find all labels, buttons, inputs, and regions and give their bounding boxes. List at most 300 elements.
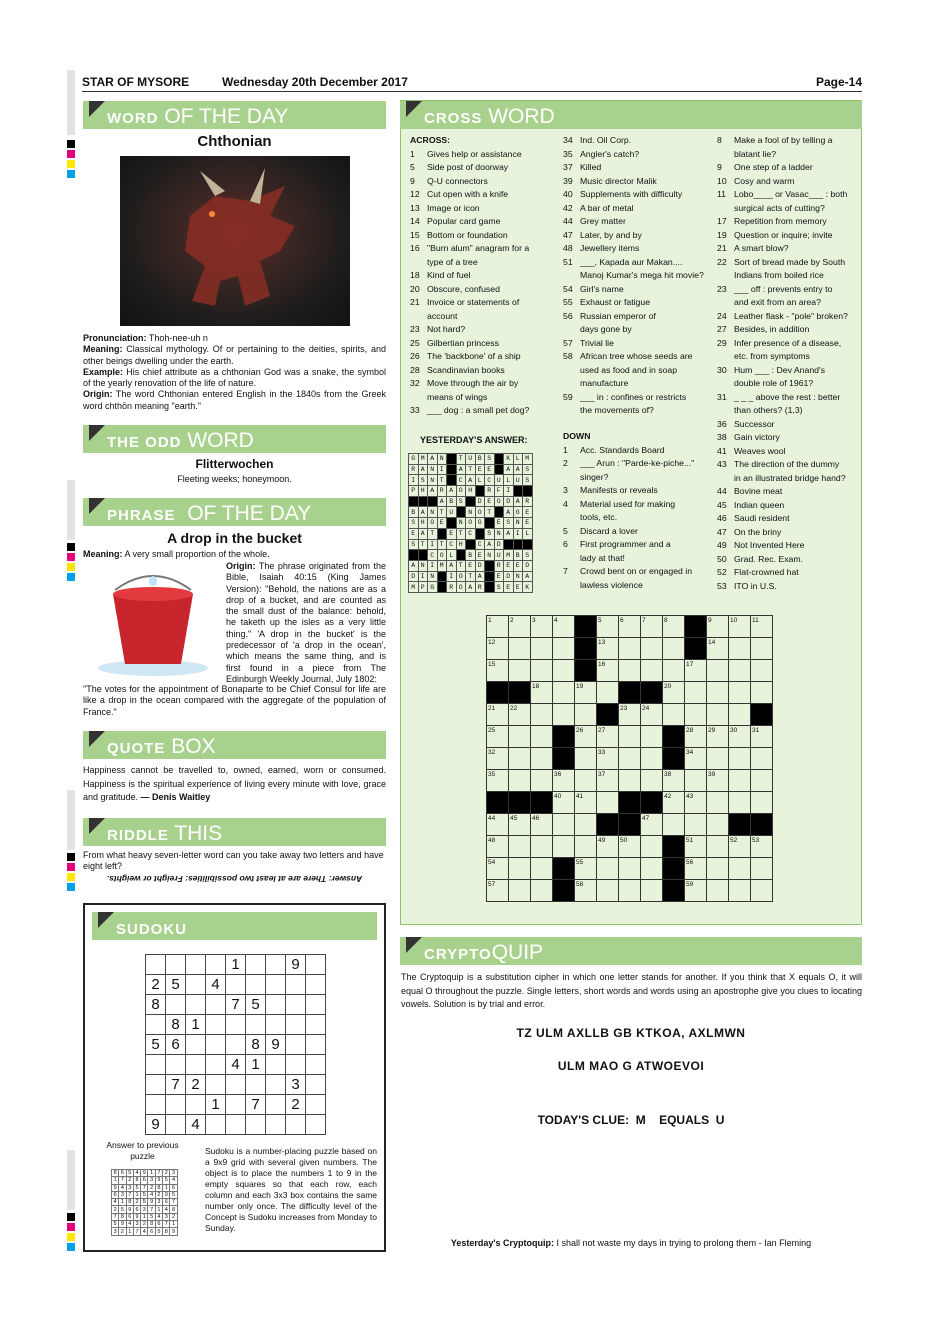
yesterday-cell xyxy=(475,486,485,497)
phrase-meaning: Meaning: A very small proportion of the whole. xyxy=(83,549,270,559)
crossword-cell[interactable]: 35 xyxy=(487,770,509,792)
crossword-cell xyxy=(509,792,531,814)
yesterday-cell: A xyxy=(504,507,514,518)
crossword-cell[interactable]: 5 xyxy=(597,616,619,638)
yesterday-cell: B xyxy=(466,550,476,561)
clue: 24 Leather flask - "pole" broken? xyxy=(717,310,848,321)
sudoku-cell xyxy=(146,1095,166,1115)
crossword-cell[interactable] xyxy=(729,660,751,682)
crossword-cell[interactable]: 25 xyxy=(487,726,509,748)
crossword-cell[interactable] xyxy=(641,858,663,880)
crossword-cell[interactable]: 19 xyxy=(575,682,597,704)
sudoku-cell xyxy=(266,1095,286,1115)
crossword-cell[interactable] xyxy=(619,748,641,770)
yesterday-cell: A xyxy=(418,528,428,539)
yesterday-cell xyxy=(466,496,476,507)
crossword-cell[interactable] xyxy=(707,660,729,682)
yesterday-cell: A xyxy=(504,464,514,475)
prev-sudoku-cell: 4 xyxy=(126,1221,133,1228)
crossword-cell[interactable] xyxy=(729,792,751,814)
crossword-cell[interactable] xyxy=(641,726,663,748)
crossword-cell[interactable] xyxy=(509,880,531,902)
clue: 34 Ind. Oil Corp. xyxy=(563,135,632,145)
crossword-cell xyxy=(641,792,663,814)
yesterday-cell xyxy=(418,550,428,561)
crossword-cell[interactable] xyxy=(619,858,641,880)
crossword-cell[interactable]: 10 xyxy=(729,616,751,638)
crossword-cell[interactable] xyxy=(707,836,729,858)
crossword-cell[interactable] xyxy=(575,770,597,792)
crossword-cell[interactable] xyxy=(707,682,729,704)
cryptoquip-yesterday: Yesterday's Cryptoquip: I shall not waste my days in trying to prolong them - Ian Fleming xyxy=(450,1238,812,1248)
crossword-cell[interactable]: 46 xyxy=(531,814,553,836)
yesterday-cell: E xyxy=(409,528,419,539)
prev-sudoku-cell: 2 xyxy=(112,1206,119,1213)
crossword-cell[interactable]: 7 xyxy=(641,616,663,638)
prev-sudoku-cell: 6 xyxy=(126,1213,133,1220)
yesterday-cell xyxy=(523,486,533,497)
crossword-cell[interactable]: 1 xyxy=(487,616,509,638)
sudoku-cell xyxy=(166,955,186,975)
prev-sudoku-cell: 5 xyxy=(155,1228,162,1235)
clue: 27 Besides, in addition xyxy=(717,324,810,334)
crossword-cell[interactable] xyxy=(641,836,663,858)
crossword-cell[interactable] xyxy=(575,836,597,858)
prev-sudoku-cell: 5 xyxy=(148,1213,155,1220)
yesterday-cell: U xyxy=(494,550,504,561)
crossword-cell[interactable] xyxy=(751,792,773,814)
crossword-cell[interactable] xyxy=(751,638,773,660)
prev-sudoku-cell: 9 xyxy=(148,1199,155,1206)
crossword-cell[interactable] xyxy=(707,792,729,814)
crossword-cell[interactable]: 9 xyxy=(707,616,729,638)
crossword-cell xyxy=(553,880,575,902)
crossword-cell[interactable] xyxy=(597,682,619,704)
sudoku-grid xyxy=(145,954,326,1135)
across-label: ACROSS: xyxy=(410,135,451,145)
riddle-text: From what heavy seven-letter word can you take away two letters and have eight left? xyxy=(83,850,384,872)
crossword-cell[interactable] xyxy=(729,704,751,726)
clue: 11 Lobo____ or Vasac___ : both xyxy=(717,189,848,199)
crossword-cell[interactable] xyxy=(575,814,597,836)
crossword-cell[interactable] xyxy=(553,704,575,726)
yesterday-cell: S xyxy=(456,496,466,507)
crossword-cell[interactable] xyxy=(509,770,531,792)
yesterday-cell: B xyxy=(513,550,523,561)
margin-strip xyxy=(67,70,75,135)
crossword-cell[interactable] xyxy=(531,660,553,682)
crossword-cell[interactable] xyxy=(531,726,553,748)
crossword-cell[interactable]: 34 xyxy=(685,748,707,770)
crossword-cell[interactable]: 17 xyxy=(685,660,707,682)
yesterday-cell: C xyxy=(466,528,476,539)
clue: 31 _ _ _ above the rest : better xyxy=(717,391,841,402)
crossword-cell[interactable] xyxy=(509,638,531,660)
clue: 21 A smart blow? xyxy=(717,243,789,253)
swatch-black xyxy=(67,140,75,148)
sudoku-cell xyxy=(306,1075,326,1095)
crossword-cell[interactable] xyxy=(531,704,553,726)
clue: lady at that! xyxy=(580,552,625,563)
prev-sudoku-cell: 6 xyxy=(148,1228,155,1235)
sudoku-cell xyxy=(146,1075,166,1095)
crossword-cell xyxy=(487,792,509,814)
yesterday-cell: L xyxy=(523,528,533,539)
sudoku-cell: 5 xyxy=(246,995,266,1015)
sudoku-cell xyxy=(306,1015,326,1035)
clue: lawless violence xyxy=(580,579,643,590)
crossword-cell[interactable] xyxy=(751,660,773,682)
yesterday-cell: D xyxy=(409,571,419,582)
clue: 30 Hum ___ : Dev Anand's xyxy=(717,364,825,375)
prev-sudoku-cell: 7 xyxy=(133,1228,140,1235)
yesterday-cell: A xyxy=(513,496,523,507)
crossword-cell[interactable] xyxy=(531,858,553,880)
crossword-cell[interactable] xyxy=(663,704,685,726)
crossword-cell[interactable]: 53 xyxy=(751,836,773,858)
sudoku-cell xyxy=(246,955,266,975)
clue: 44 Bovine meat xyxy=(717,486,783,496)
crossword-cell[interactable]: 42 xyxy=(663,792,685,814)
yesterday-cell: G xyxy=(428,582,438,593)
cryptoquip-line2: ULM MAO G ATWOEVOI xyxy=(557,1059,705,1073)
yesterday-cell: P xyxy=(418,582,428,593)
crossword-cell[interactable] xyxy=(597,880,619,902)
yesterday-cell: O xyxy=(456,571,466,582)
crossword-cell[interactable]: 15 xyxy=(487,660,509,682)
yesterday-cell: E xyxy=(494,571,504,582)
crossword-cell xyxy=(553,726,575,748)
clue: 14 Popular card game xyxy=(410,216,501,226)
prev-sudoku-cell: 7 xyxy=(112,1213,119,1220)
yesterday-cell: M xyxy=(504,550,514,561)
sudoku-cell xyxy=(206,955,226,975)
clue: 53 ITO in U.S. xyxy=(717,580,777,591)
crossword-cell[interactable]: 31 xyxy=(751,726,773,748)
sudoku-cell xyxy=(286,1035,306,1055)
crossword-cell[interactable]: 8 xyxy=(663,616,685,638)
crossword-cell xyxy=(751,704,773,726)
crossword-cell[interactable] xyxy=(531,880,553,902)
yesterday-cell: I xyxy=(428,539,438,550)
yesterday-cell: O xyxy=(437,550,447,561)
crossword-cell[interactable]: 57 xyxy=(487,880,509,902)
yesterday-cell: O xyxy=(475,507,485,518)
crossword-cell[interactable]: 22 xyxy=(509,704,531,726)
crossword-cell[interactable] xyxy=(619,880,641,902)
crossword-cell[interactable]: 50 xyxy=(619,836,641,858)
crossword-cell[interactable] xyxy=(619,726,641,748)
crossword-cell[interactable] xyxy=(707,748,729,770)
crossword-cell[interactable]: 28 xyxy=(685,726,707,748)
yesterday-cell: K xyxy=(523,582,533,593)
crossword-cell[interactable] xyxy=(729,770,751,792)
crossword-cell[interactable]: 16 xyxy=(597,660,619,682)
crossword-cell[interactable]: 11 xyxy=(751,616,773,638)
prev-sudoku-cell: 4 xyxy=(112,1199,119,1206)
crossword-cell[interactable] xyxy=(553,638,575,660)
sudoku-cell xyxy=(246,1115,266,1135)
crossword-cell[interactable] xyxy=(509,748,531,770)
crossword-cell[interactable] xyxy=(685,814,707,836)
crossword-cell[interactable]: 59 xyxy=(685,880,707,902)
crossword-cell[interactable]: 45 xyxy=(509,814,531,836)
crossword-banner: CROSS WORD xyxy=(400,101,862,129)
yesterday-cell: U xyxy=(447,507,457,518)
sudoku-banner: SUDOKU xyxy=(92,912,377,940)
crossword-cell[interactable]: 26 xyxy=(575,726,597,748)
yesterday-cell: T xyxy=(456,454,466,465)
crossword-cell[interactable]: 4 xyxy=(553,616,575,638)
crossword-cell[interactable] xyxy=(707,704,729,726)
yesterday-cell: N xyxy=(428,475,438,486)
yesterday-cell: N xyxy=(437,454,447,465)
crossword-cell[interactable]: 36 xyxy=(553,770,575,792)
yesterday-cell: I xyxy=(504,486,514,497)
crossword-cell[interactable]: 13 xyxy=(597,638,619,660)
crossword-cell[interactable]: 55 xyxy=(575,858,597,880)
prev-sudoku-cell: 1 xyxy=(119,1199,126,1206)
crossword-cell[interactable] xyxy=(641,660,663,682)
across-clues-col1 xyxy=(410,134,555,418)
sudoku-cell: 5 xyxy=(146,1035,166,1055)
crossword-cell xyxy=(619,682,641,704)
crossword-cell[interactable] xyxy=(751,858,773,880)
swatch-yellow xyxy=(67,563,75,571)
riddle-banner: RIDDLE THIS xyxy=(83,818,386,846)
crossword-cell[interactable]: 23 xyxy=(619,704,641,726)
crossword-cell[interactable] xyxy=(751,682,773,704)
crossword-cell[interactable]: 3 xyxy=(531,616,553,638)
crossword-cell xyxy=(663,726,685,748)
yesterday-cell: A xyxy=(485,539,495,550)
crossword-cell[interactable]: 56 xyxy=(685,858,707,880)
crossword-cell[interactable]: 54 xyxy=(487,858,509,880)
crossword-cell xyxy=(575,638,597,660)
clue: and exit from an area? xyxy=(734,297,821,307)
crossword-cell[interactable] xyxy=(509,858,531,880)
crossword-cell[interactable] xyxy=(553,814,575,836)
clue: 33 ___ dog : a small pet dog? xyxy=(410,405,530,415)
crossword-cell[interactable] xyxy=(553,660,575,682)
prev-sudoku-cell: 6 xyxy=(163,1199,170,1206)
crossword-cell[interactable]: 43 xyxy=(685,792,707,814)
prev-sudoku-cell: 6 xyxy=(170,1184,177,1191)
crossword-cell[interactable] xyxy=(729,682,751,704)
crossword-cell[interactable]: 33 xyxy=(597,748,619,770)
swatch-magenta xyxy=(67,553,75,561)
crossword-cell[interactable] xyxy=(531,638,553,660)
crossword-cell[interactable] xyxy=(641,748,663,770)
crossword-cell xyxy=(619,792,641,814)
crossword-cell[interactable] xyxy=(619,638,641,660)
yesterday-cell: R xyxy=(409,464,419,475)
yesterday-cell: T xyxy=(456,528,466,539)
crossword-cell[interactable] xyxy=(729,638,751,660)
crossword-cell xyxy=(729,814,751,836)
crossword-cell[interactable]: 20 xyxy=(663,682,685,704)
crossword-cell xyxy=(487,682,509,704)
crossword-cell[interactable] xyxy=(729,880,751,902)
crossword-cell[interactable]: 38 xyxy=(663,770,685,792)
crossword-cell[interactable]: 39 xyxy=(707,770,729,792)
crossword-cell[interactable]: 44 xyxy=(487,814,509,836)
crossword-cell[interactable] xyxy=(509,836,531,858)
yesterday-cell: B xyxy=(475,454,485,465)
crossword-cell[interactable]: 30 xyxy=(729,726,751,748)
cryptoquip-line1: TZ ULM AXLLB GB KTKOA, AXLMWN xyxy=(516,1026,746,1040)
crossword-cell[interactable] xyxy=(619,660,641,682)
swatch-black xyxy=(67,543,75,551)
yesterday-cell: S xyxy=(485,454,495,465)
prev-sudoku-cell: 5 xyxy=(133,1184,140,1191)
clue: 44 Grey matter xyxy=(563,216,626,226)
crossword-cell[interactable] xyxy=(729,748,751,770)
yesterday-cell: G xyxy=(513,507,523,518)
crossword-cell[interactable] xyxy=(553,836,575,858)
crossword-cell[interactable] xyxy=(685,770,707,792)
yesterday-cell xyxy=(485,518,495,529)
down-label: DOWN xyxy=(563,431,591,441)
sudoku-cell xyxy=(306,955,326,975)
crossword-cell[interactable] xyxy=(751,880,773,902)
crossword-cell[interactable]: 52 xyxy=(729,836,751,858)
crossword-cell[interactable]: 51 xyxy=(685,836,707,858)
sudoku-cell xyxy=(226,975,246,995)
yesterday-cell: T xyxy=(418,539,428,550)
crossword-cell[interactable]: 21 xyxy=(487,704,509,726)
crossword-cell[interactable] xyxy=(685,704,707,726)
crossword-cell[interactable]: 27 xyxy=(597,726,619,748)
crossword-cell[interactable]: 24 xyxy=(641,704,663,726)
crossword-cell[interactable] xyxy=(707,880,729,902)
clue: 10 Cosy and warm xyxy=(717,175,795,186)
crossword-cell[interactable]: 14 xyxy=(707,638,729,660)
crossword-cell[interactable]: 37 xyxy=(597,770,619,792)
yesterday-cell: A xyxy=(466,475,476,486)
crossword-cell xyxy=(531,792,553,814)
clue: 26 The 'backbone' of a ship xyxy=(410,351,521,361)
crossword-cell xyxy=(553,748,575,770)
crossword-cell[interactable] xyxy=(641,638,663,660)
crossword-cell[interactable] xyxy=(707,858,729,880)
crossword-cell[interactable]: 47 xyxy=(641,814,663,836)
crossword-cell[interactable] xyxy=(729,858,751,880)
yesterday-cell xyxy=(409,496,419,507)
prev-sudoku-cell: 8 xyxy=(163,1228,170,1235)
yesterday-cell: U xyxy=(513,475,523,486)
prev-sudoku-cell: 2 xyxy=(141,1221,148,1228)
yesterday-cell xyxy=(504,539,514,550)
crossword-cell[interactable]: 2 xyxy=(509,616,531,638)
crossword-cell[interactable] xyxy=(597,858,619,880)
crossword-cell[interactable] xyxy=(751,770,773,792)
clue: used as food and in soap xyxy=(580,364,678,375)
clue: 36 Successor xyxy=(717,418,775,429)
yesterday-cell: C xyxy=(485,475,495,486)
crossword-cell[interactable] xyxy=(531,748,553,770)
crossword-cell[interactable] xyxy=(619,770,641,792)
crossword-cell[interactable] xyxy=(531,770,553,792)
sudoku-cell xyxy=(266,955,286,975)
sudoku-cell: 9 xyxy=(286,955,306,975)
sudoku-cell xyxy=(146,955,166,975)
prev-sudoku-cell: 2 xyxy=(148,1184,155,1191)
sudoku-cell xyxy=(206,1015,226,1035)
crossword-cell[interactable] xyxy=(509,726,531,748)
crossword-cell[interactable]: 41 xyxy=(575,792,597,814)
crossword-cell[interactable] xyxy=(531,836,553,858)
crossword-cell[interactable]: 6 xyxy=(619,616,641,638)
crossword-cell[interactable] xyxy=(641,770,663,792)
prev-sudoku-cell: 3 xyxy=(141,1206,148,1213)
crossword-cell[interactable]: 29 xyxy=(707,726,729,748)
yesterday-cell: B xyxy=(409,507,419,518)
crossword-cell[interactable] xyxy=(575,748,597,770)
crossword-cell xyxy=(553,858,575,880)
crossword-cell[interactable] xyxy=(597,792,619,814)
yesterday-cell: N xyxy=(418,560,428,571)
crossword-cell[interactable]: 48 xyxy=(487,836,509,858)
yesterday-cell: I xyxy=(513,528,523,539)
yesterday-cell: O xyxy=(494,496,504,507)
crossword-cell[interactable] xyxy=(685,682,707,704)
yesterday-cell: A xyxy=(466,582,476,593)
clue: 16 "Burn alum" anagram for a xyxy=(410,243,530,253)
clue: 23 ___ off : prevents entry to xyxy=(717,283,833,294)
yesterday-cell: D xyxy=(504,496,514,507)
clue: 21 Invoice or statements of xyxy=(410,297,520,307)
crossword-cell[interactable] xyxy=(663,638,685,660)
clue: 6 First programmer and a xyxy=(563,539,671,549)
clue: means of wings xyxy=(427,391,488,402)
yesterday-cell: M xyxy=(409,582,419,593)
crossword-cell[interactable] xyxy=(509,660,531,682)
crossword-cell[interactable] xyxy=(707,814,729,836)
crossword-cell[interactable] xyxy=(553,682,575,704)
crossword-cell[interactable]: 12 xyxy=(487,638,509,660)
crossword-cell[interactable]: 32 xyxy=(487,748,509,770)
crossword-cell[interactable]: 49 xyxy=(597,836,619,858)
yesterday-cell: N xyxy=(456,518,466,529)
prev-sudoku-cell: 7 xyxy=(119,1177,126,1184)
yesterday-cell: S xyxy=(485,528,495,539)
crossword-cell[interactable]: 40 xyxy=(553,792,575,814)
yesterday-cell: S xyxy=(504,518,514,529)
crossword-cell[interactable] xyxy=(751,748,773,770)
prev-sudoku-cell: 8 xyxy=(119,1213,126,1220)
odd-word: Flitterwochen xyxy=(195,457,274,471)
swatch-magenta xyxy=(67,1223,75,1231)
cryptoquip-clue: TODAY'S CLUE: M EQUALS U xyxy=(537,1113,725,1127)
crossword-cell[interactable] xyxy=(663,814,685,836)
yesterday-cell: A xyxy=(437,496,447,507)
yesterday-cell: T xyxy=(437,539,447,550)
crossword-cell[interactable]: 18 xyxy=(531,682,553,704)
clue: 46 Saudi resident xyxy=(717,513,790,523)
prev-sudoku-cell: 4 xyxy=(163,1206,170,1213)
margin-strip xyxy=(67,790,75,850)
crossword-cell[interactable] xyxy=(663,660,685,682)
yesterday-cell xyxy=(437,571,447,582)
crossword-cell[interactable] xyxy=(641,880,663,902)
crossword-cell xyxy=(597,704,619,726)
crossword-cell[interactable]: 58 xyxy=(575,880,597,902)
crossword-cell xyxy=(663,836,685,858)
prev-sudoku-cell: 2 xyxy=(133,1199,140,1206)
sudoku-cell xyxy=(246,975,266,995)
crossword-cell[interactable] xyxy=(575,704,597,726)
